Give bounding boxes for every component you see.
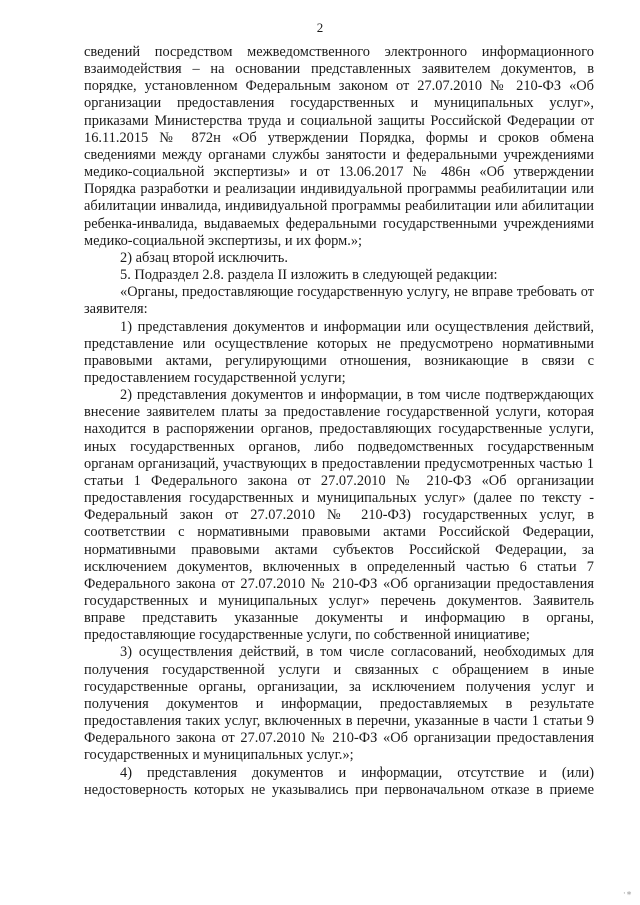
document-body [84, 44, 594, 799]
paragraph-subitem-3: 3) осуществления действий, в том числе согласований, необходимых для получения государственной услуги и связанных с обращением в иные государственные органы, организации, за исключением получения услуг и получения документов и информации, предоставляемых в результате предоставления таких услуг, включенных в перечни, указанные в части 1 статьи 9 Федерального закона от 27.07.2010 № 210-ФЗ «Об организации предоставления государственных и муниципальных услуг.»; [84, 644, 594, 764]
paragraph-subitem-2: 2) представления документов и информации, в том числе подтверждающих внесение заявителем платы за предоставление государственной услуги, которая находится в распоряжении органов, предоставляющих государственные услуги, иных государственных органов, либо подведомственных государственным органам организаций, участвующих в предоставлении предусмотренных частью 1 статьи 1 Федерального закона от 27.07.2010 № 210-ФЗ «Об организации предоставления государственных и муниципальных услуг» (далее по тексту - Федеральный закон от 27.07.2010 № 210-ФЗ) государственных услуг, в соответствии с нормативными правовыми актами Российской Федерации, нормативными правовыми актами субъектов Российской Федерации, за исключением документов, включенных в определенный частью 6 статьи 7 Федерального закона от 27.07.2010 № 210-ФЗ «Об организации предоставления государственных и муниципальных услуг» перечень документов. Заявитель вправе представить указанные документы и информацию в органы, предоставляющие государственные услуги, по собственной инициативе; [84, 387, 594, 644]
scan-artifact-mark: ·∗ [622, 888, 632, 898]
paragraph-continuation: сведений посредством межведомственного электронного информационного взаимодействия – на основании представленных заявителем документов, в порядке, установленном Федеральным законом от 27.07.2010 № 210-ФЗ «Об организации предоставления государственных и муниципальных услуг», приказами Министерства труда и социальной защиты Российской Федерации от 16.11.2015 № 872н «Об утверждении Порядка, формы и сроков обмена сведениями между органами службы занятости и федеральными учреждениями медико-социальной экспертизы» и от 13.06.2017 № 486н «Об утверждении Порядка разработки и реализации индивидуальной программы реабилитации или абилитации инвалида, индивидуальной программы реабилитации или абилитации ребенка-инвалида, выдаваемых федеральными государственными учреждениями медико-социальной экспертизы, и их форм.»; [84, 44, 594, 249]
paragraph-item-5-heading: 5. Подраздел 2.8. раздела II изложить в следующей редакции: [120, 267, 498, 284]
paragraph-subitem-1: 1) представления документов и информации или осуществления действий, представление или осуществление которых не предусмотрено нормативными правовыми актами, регулирующими отношения, возникающие в связи с предоставлением государственной услуги; [84, 318, 594, 386]
paragraph-quote-intro: «Органы, предоставляющие государственную услугу, не вправе требовать от заявителя: [84, 284, 594, 318]
paragraph-item-2-removal: 2) абзац второй исключить. [120, 249, 288, 266]
paragraph-subitem-4: 4) представления документов и информации, отсутствие и (или) недостоверность которых не указывались при первоначальном отказе в приеме [84, 764, 594, 798]
page-number: 2 [316, 20, 324, 35]
